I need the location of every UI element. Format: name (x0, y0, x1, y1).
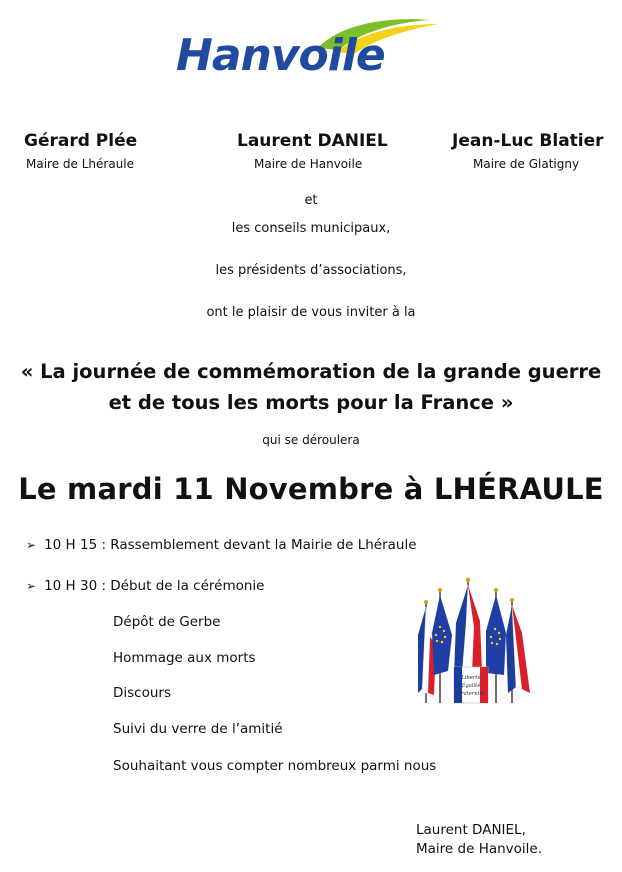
schedule-text: 10 H 30 : Début de la cérémonie (44, 578, 265, 594)
hanvoile-logo (168, 8, 448, 88)
intro-line-2: les présidents d’associations, (215, 263, 407, 278)
intro-and: et (304, 193, 318, 208)
program-item: Discours (113, 685, 172, 701)
event-title-line-2: et de tous les morts pour la France » (108, 391, 514, 414)
signature-name: Laurent DANIEL, (416, 822, 526, 838)
event-title-line-1: « La journée de commémoration de la grande guerre (20, 360, 602, 383)
schedule-item (26, 578, 265, 594)
mayor-title-2: Maire de Hanvoile (254, 157, 363, 171)
motto-egalite: Égalité (461, 683, 481, 689)
intro-line-1: les conseils municipaux, (231, 221, 391, 236)
arrow-bullet-icon: ➢ (26, 538, 37, 552)
program-item: Suivi du verre de l’amitié (113, 721, 283, 737)
event-follow: qui se déroulera (262, 433, 360, 447)
mayor-title-1: Maire de Lhéraule (26, 157, 135, 171)
arrow-bullet-icon: ➢ (26, 579, 37, 593)
motto-fraternite: Fraternité (457, 691, 485, 697)
program-item: Hommage aux morts (113, 650, 256, 666)
french-european-flags-image (412, 575, 538, 705)
event-date: Le mardi 11 Novembre à LHÉRAULE (18, 472, 604, 506)
program-item: Dépôt de Gerbe (113, 614, 221, 630)
mayor-name-1: Gérard Plée (24, 131, 138, 151)
logo-text: Hanvoile (176, 30, 385, 81)
motto-liberte: Liberté (461, 675, 481, 681)
intro-line-3: ont le plaisir de vous inviter à la (206, 305, 416, 320)
schedule-item (26, 537, 417, 553)
program-item: Souhaitant vous compter nombreux parmi nous (113, 758, 437, 774)
schedule-text: 10 H 15 : Rassemblement devant la Mairie de Lhéraule (44, 537, 417, 553)
mayor-title-3: Maire de Glatigny (473, 157, 580, 171)
signature-title: Maire de Hanvoile. (416, 841, 543, 857)
mayor-name-3: Jean-Luc Blatier (452, 131, 604, 151)
mayor-name-2: Laurent DANIEL (237, 131, 388, 151)
